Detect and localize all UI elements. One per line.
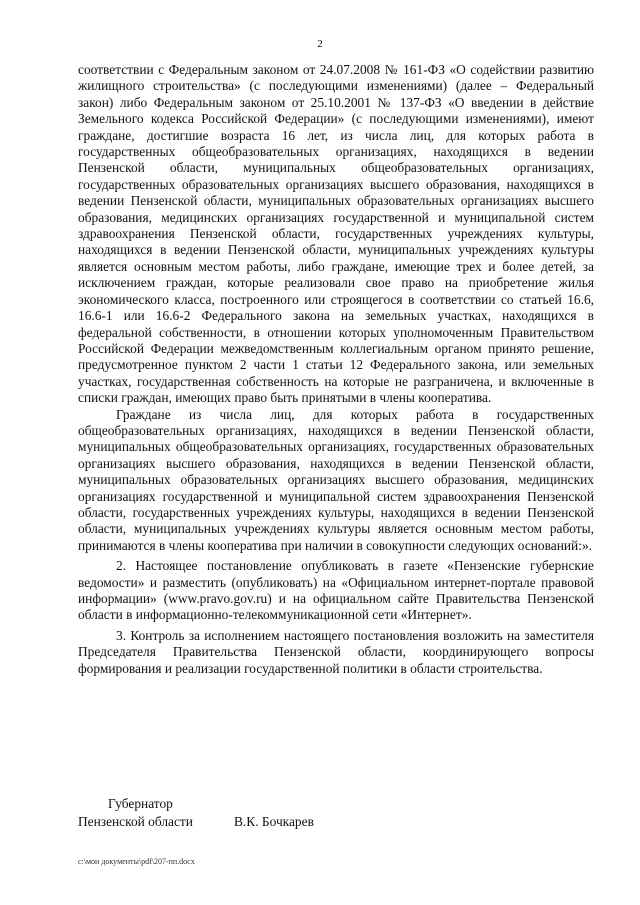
document-body bbox=[78, 62, 594, 677]
paragraph-item-2: 2. Настоящее постановление опубликовать в газете «Пензенские губернские ведомости» и разместить (опубликовать) на «Официальном интернет-портале правовой информации» (www.pravo.gov.ru) и на официальном сайте Правительства Пензенской области в информационно-телекоммуникационной сети «Интернет». bbox=[78, 558, 594, 623]
paragraph-citizens: Граждане из числа лиц, для которых работа в государственных общеобразовательных организациях, находящихся в ведении Пензенской области, муниципальных общеобразовательных организациях, государственных образовательных организациях высшего образования, находящихся в ведении Пензенской области, муниципальных образовательных организациях высшего образования, медицинских организациях государственной и муниципальной систем здравоохранения Пензенской области, государственных учреждениях культуры, находящихся в ведении Пензенской области, муниципальных учреждениях культуры является основным местом работы, принимаются в члены кооператива при наличии в совокупности следующих оснований:». bbox=[78, 406, 594, 553]
document-file-path: c:\мои документы\pdf\207-пп.docx bbox=[78, 857, 195, 866]
signatory-row bbox=[78, 813, 438, 831]
signatory-title: Губернатор bbox=[108, 796, 173, 811]
paragraph-continuation: соответствии с Федеральным законом от 24.07.2008 № 161-ФЗ «О содействии развитию жилищного строительства» (с последующими изменениями) (далее – Федеральный закон) либо Федеральным законом от 25.10.2001 № 137-ФЗ «О введении в действие Земельного кодекса Российской Федерации» (с последующими изменениями), имеют граждане, достигшие возраста 16 лет, из числа лиц, для которых работа в государственных общеобразовательных организациях, находящихся в ведении Пензенской области, муниципальных общеобразовательных организациях, государственных образовательных организациях высшего образования, находящихся в ведении Пензенской области, муниципальных образовательных организациях высшего образования, медицинских организациях государственной и муниципальной систем здравоохранения Пензенской области, государственных учреждениях культуры, находящихся в ведении Пензенской области, муниципальных учреждениях культуры является основным местом работы, либо граждане, имеющие трех и более детей, за исключением граждан, которые реализовали свое право на приобретение жилья экономического класса, построенного или строящегося в соответствии со статьей 16.6, 16.6-1 или 16.6-2 Федерального закона на земельных участках, находящихся в федеральной собственности, в отношении которых уполномоченным Правительством Российской Федерации межведомственным коллегиальным органом принято решение, предусмотренное пунктом 2 части 1 статьи 12 Федерального закона, или земельных участках, государственная собственность на которые не разграничена, и включенные в списки граждан, имеющих право быть принятыми в члены кооператива. bbox=[78, 62, 594, 406]
signature-block bbox=[78, 795, 438, 831]
signatory-region: Пензенской области bbox=[78, 814, 193, 829]
page-number: 2 bbox=[317, 38, 323, 50]
paragraph-item-3: 3. Контроль за исполнением настоящего постановления возложить на заместителя Председателя Правительства Пензенской области, координирующего вопросы формирования и реализации государственной политики в области строительства. bbox=[78, 627, 594, 676]
signatory-name: В.К. Бочкарев bbox=[234, 814, 314, 829]
